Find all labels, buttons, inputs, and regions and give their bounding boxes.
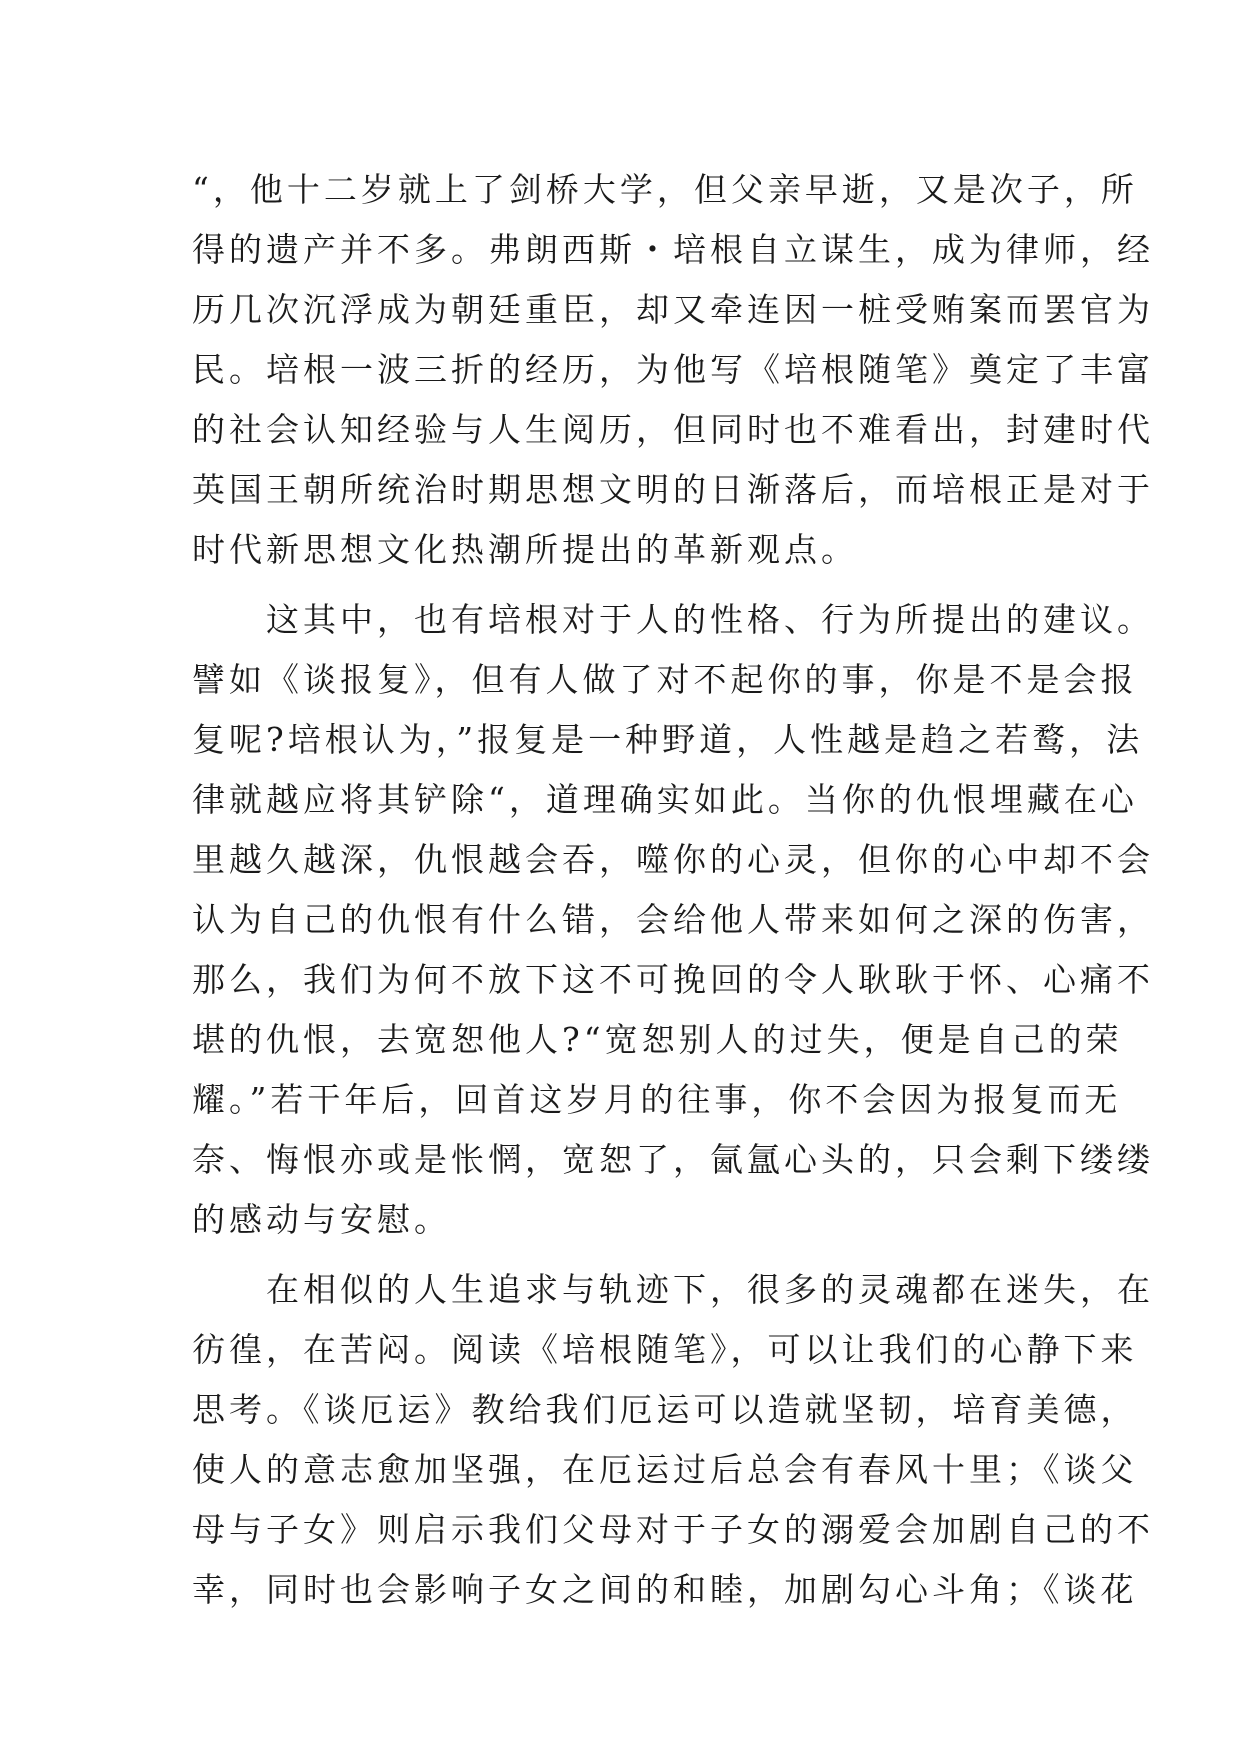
text-line: 历几次沉浮成为朝廷重臣，却又牵连因一桩受贿案而罢官为 <box>192 290 1154 329</box>
text-line: 堪的仇恨，去宽恕他人?“宽恕别人的过失，便是自己的荣 <box>192 1020 1123 1059</box>
text-line: 彷徨，在苦闷。阅读《培根随笔》，可以让我们的心静下来 <box>192 1330 1138 1369</box>
text-line: 奈、悔恨亦或是怅惘，宽恕了，氤氲心头的，只会剩下缕缕 <box>192 1140 1154 1179</box>
text-line: 律就越应将其铲除“，道理确实如此。当你的仇恨埋藏在心 <box>192 780 1138 819</box>
text-line: 的社会认知经验与人生阅历，但同时也不难看出，封建时代 <box>192 410 1154 449</box>
text-line: 思考。《谈厄运》教给我们厄运可以造就坚韧，培育美德， <box>192 1390 1138 1429</box>
text-line: 复呢?培根认为，”报复是一种野道，人性越是趋之若鹜，法 <box>192 720 1144 759</box>
essay-body <box>192 160 1154 1620</box>
paragraph-start-line: 这其中，也有培根对于人的性格、行为所提出的建议。 <box>192 600 1154 639</box>
text-line: 幸，同时也会影响子女之间的和睦，加剧勾心斗角；《谈花 <box>192 1570 1138 1609</box>
text-line: 使人的意志愈加坚强，在厄运过后总会有春风十里；《谈父 <box>192 1450 1138 1489</box>
text-line: “，他十二岁就上了剑桥大学，但父亲早逝，又是次子，所 <box>192 170 1138 209</box>
text-line: 譬如《谈报复》，但有人做了对不起你的事，你是不是会报 <box>192 660 1138 699</box>
text-line: 母与子女》则启示我们父母对于子女的溺爱会加剧自己的不 <box>192 1510 1154 1549</box>
text-line: 认为自己的仇恨有什么错，会给他人带来如何之深的伤害， <box>192 900 1154 939</box>
text-line: 英国王朝所统治时期思想文明的日渐落后，而培根正是对于 <box>192 470 1154 509</box>
paragraph-start-line: 在相似的人生追求与轨迹下，很多的灵魂都在迷失，在 <box>192 1270 1154 1309</box>
text-line: 里越久越深，仇恨越会吞，噬你的心灵，但你的心中却不会 <box>192 840 1154 879</box>
text-line: 那么，我们为何不放下这不可挽回的令人耿耿于怀、心痛不 <box>192 960 1154 999</box>
text-line: 的感动与安慰。 <box>192 1200 451 1239</box>
text-line: 民。培根一波三折的经历，为他写《培根随笔》奠定了丰富 <box>192 350 1154 389</box>
text-line: 耀。”若干年后，回首这岁月的往事，你不会因为报复而无 <box>192 1080 1122 1119</box>
text-line: 时代新思想文化热潮所提出的革新观点。 <box>192 530 858 569</box>
text-line: 得的遗产并不多。弗朗西斯・培根自立谋生，成为律师，经 <box>192 230 1154 269</box>
